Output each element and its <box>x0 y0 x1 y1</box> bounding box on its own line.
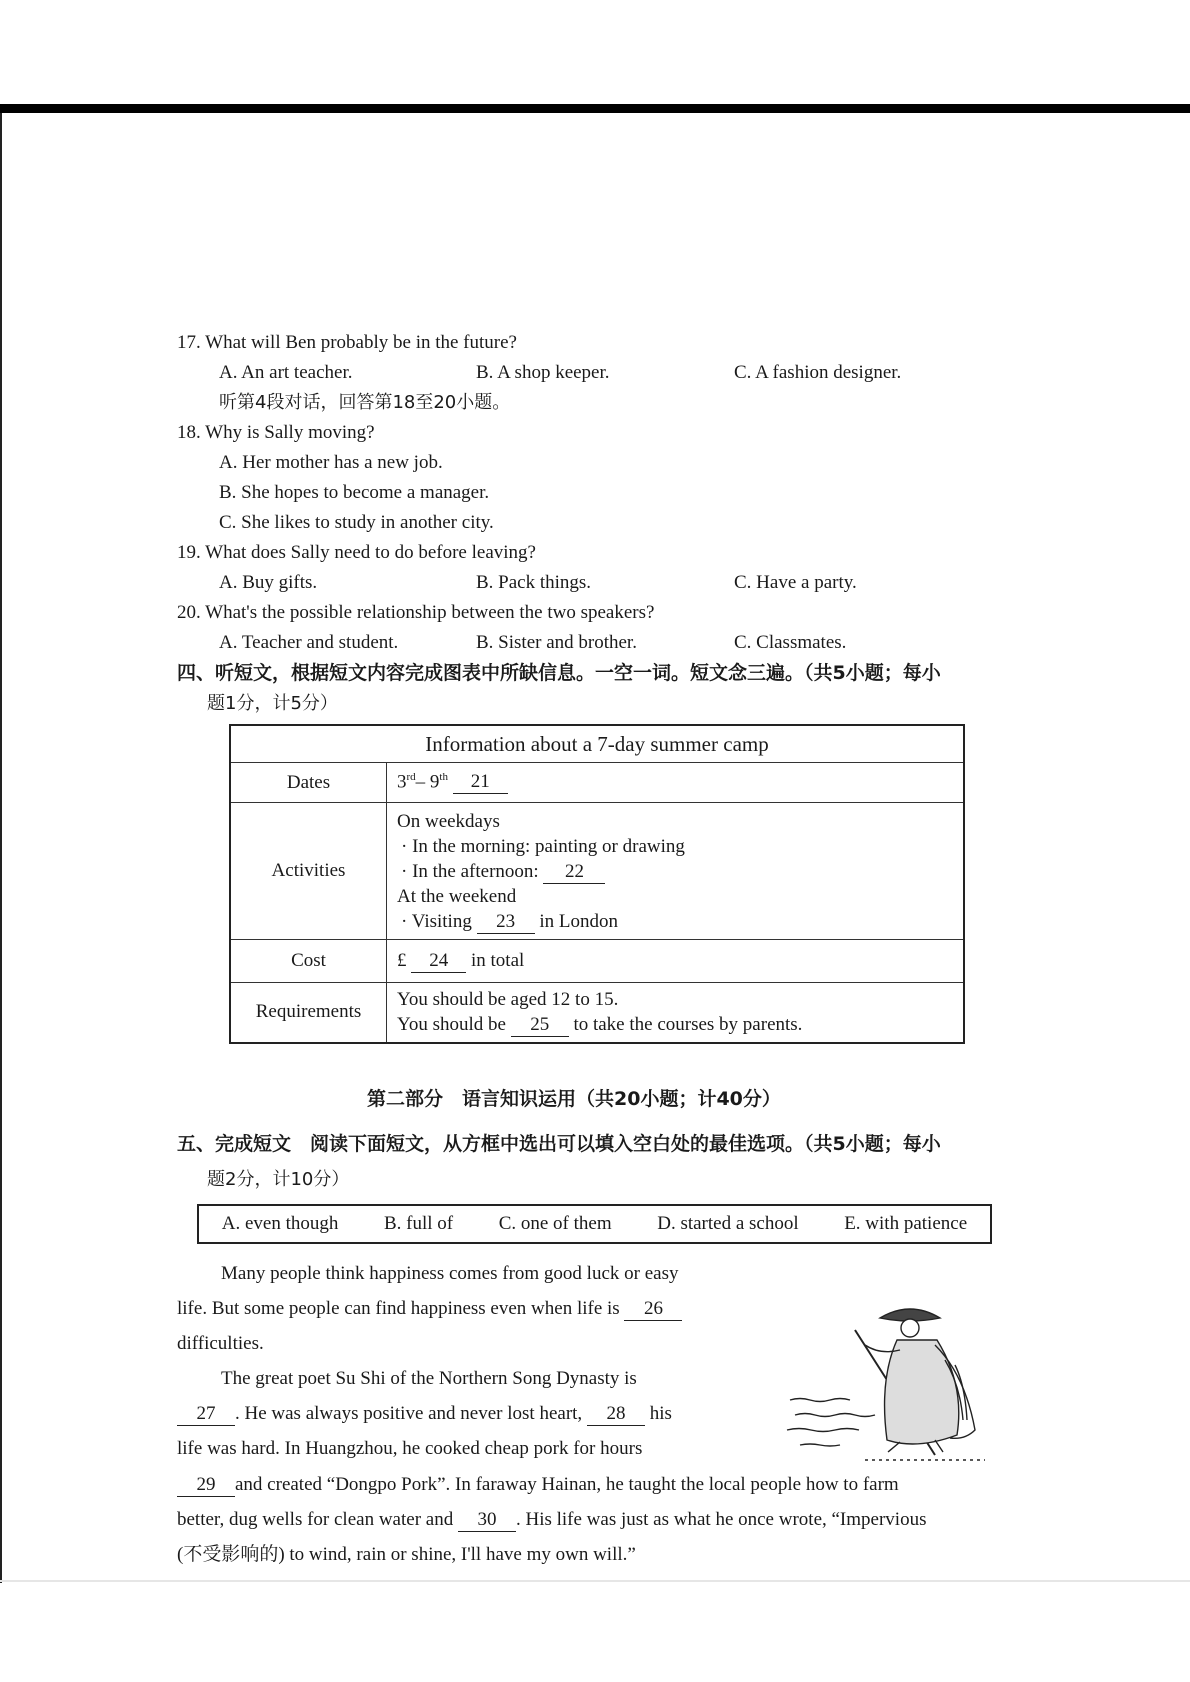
q20-option-a: A. Teacher and student. <box>219 632 399 653</box>
q20-option-b: B. Sister and brother. <box>476 632 637 653</box>
cost-label: Cost <box>230 940 387 983</box>
passage-line: better, dug wells for clean water and 30 . His life was just as what he once wrote, “Impervious <box>177 1509 927 1530</box>
passage-line: The great poet Su Shi of the Northern Song Dynasty is <box>221 1368 637 1389</box>
question-19: 19. What does Sally need to do before leaving? <box>177 542 536 563</box>
passage-line: difficulties. <box>177 1333 264 1354</box>
options-box <box>197 1204 992 1244</box>
q17-option-b: B. A shop keeper. <box>476 362 610 383</box>
part2-title: 第二部分 语言知识运用（共20小题；计40分） <box>367 1088 781 1110</box>
passage-line: life. But some people can find happiness even when life is 26 <box>177 1291 742 1326</box>
option-c: C. one of them <box>498 1213 612 1234</box>
q17-option-c: C. A fashion designer. <box>734 362 902 383</box>
option-e: E. with patience <box>844 1213 968 1234</box>
answer-blank-23[interactable]: 23 <box>477 911 535 934</box>
answer-blank-22[interactable]: 22 <box>543 861 605 884</box>
answer-blank-24[interactable]: 24 <box>411 950 466 973</box>
part4-heading-line2: 题1分，计5分） <box>207 693 338 714</box>
q20-option-c: C. Classmates. <box>734 632 847 653</box>
weekdays-text: On weekdays <box>397 810 500 832</box>
q17-option-a: A. An art teacher. <box>219 362 353 383</box>
answer-blank-29[interactable]: 29 <box>177 1474 235 1497</box>
activities-value <box>387 803 965 940</box>
passage-line: (不受影响的) to wind, rain or shine, I'll have my own will.” <box>177 1544 636 1565</box>
morning-text: · In the morning: painting or drawing <box>401 835 685 857</box>
activities-label: Activities <box>230 803 387 940</box>
summer-camp-table <box>229 724 965 1044</box>
table-title: Information about a 7-day summer camp <box>230 725 964 763</box>
top-border-bar <box>0 104 1190 113</box>
q19-option-a: A. Buy gifts. <box>219 572 318 593</box>
question-20: 20. What's the possible relationship between the two speakers? <box>177 602 655 623</box>
requirements-label: Requirements <box>230 983 387 1043</box>
question-17: 17. What will Ben probably be in the future? <box>177 332 517 353</box>
part4-heading-line1: 四、听短文，根据短文内容完成图表中所缺信息。一空一词。短文念三遍。（共5小题；每小 <box>177 662 941 684</box>
requirement-2: You should be 25 to take the courses by parents. <box>397 1014 803 1036</box>
section-note: 听第4段对话，回答第18至20小题。 <box>219 392 511 413</box>
visiting-line: · Visiting 23 in London <box>401 910 618 932</box>
bottom-border-line <box>0 1580 1190 1582</box>
passage-line: 27 . He was always positive and never lost heart, 28 his <box>177 1396 742 1431</box>
requirement-1: You should be aged 12 to 15. <box>397 989 619 1011</box>
q19-option-b: B. Pack things. <box>476 572 592 593</box>
passage-line: life was hard. In Huangzhou, he cooked cheap pork for hours <box>177 1438 643 1459</box>
answer-blank-25[interactable]: 25 <box>511 1014 569 1037</box>
part5-heading-line1: 五、完成短文 阅读下面短文，从方框中选出可以填入空白处的最佳选项。（共5小题；每小 <box>177 1133 941 1155</box>
left-border-line <box>0 113 2 1583</box>
option-a: A. even though <box>221 1213 339 1234</box>
q18-option-c: C. She likes to study in another city. <box>219 512 494 533</box>
passage-line: 29 and created “Dongpo Pork”. In faraway Hainan, he taught the local people how to farm <box>177 1467 1017 1502</box>
option-b: B. full of <box>383 1213 454 1234</box>
answer-blank-26[interactable]: 26 <box>624 1298 682 1321</box>
cost-value: £ 24 in total <box>387 940 965 983</box>
q19-option-c: C. Have a party. <box>734 572 857 593</box>
weekend-text: At the weekend <box>397 885 517 907</box>
dates-label: Dates <box>230 763 387 803</box>
q18-option-b: B. She hopes to become a manager. <box>219 482 490 503</box>
answer-blank-21[interactable]: 21 <box>453 771 508 794</box>
q18-option-a: A. Her mother has a new job. <box>219 452 443 473</box>
su-shi-illustration <box>785 1270 1003 1470</box>
answer-blank-27[interactable]: 27 <box>177 1403 235 1426</box>
passage-line: Many people think happiness comes from good luck or easy <box>221 1263 679 1284</box>
part5-heading-line2: 题2分，计10分） <box>207 1169 350 1190</box>
question-18: 18. Why is Sally moving? <box>177 422 375 443</box>
dates-value: 3rd– 9th 21 <box>387 763 965 803</box>
option-d: D. started a school <box>657 1213 799 1234</box>
answer-blank-28[interactable]: 28 <box>587 1403 645 1426</box>
afternoon-line: · In the afternoon: 22 <box>397 859 963 884</box>
answer-blank-30[interactable]: 30 <box>458 1509 516 1532</box>
requirements-value <box>387 983 965 1043</box>
